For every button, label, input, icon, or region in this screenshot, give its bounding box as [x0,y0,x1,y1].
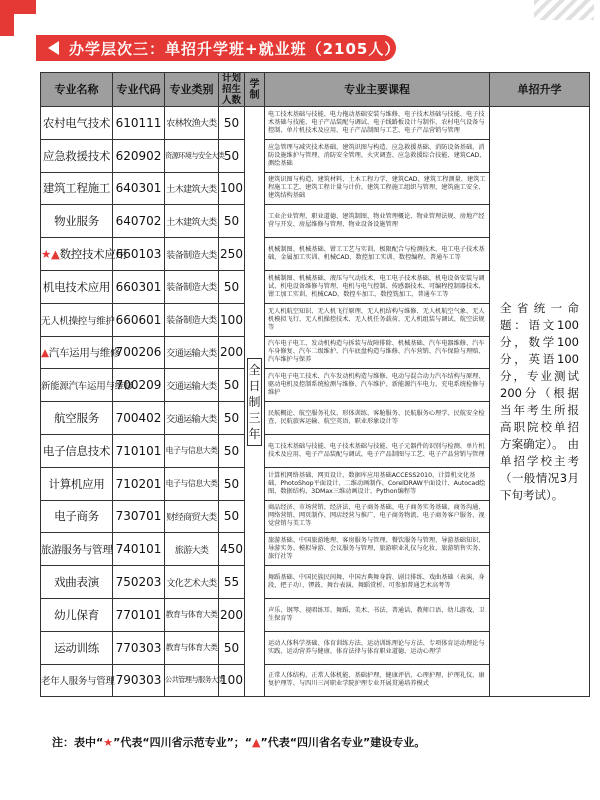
program-name-cell [41,369,134,402]
program-plan: 100 [219,172,245,205]
program-plan: 50 [219,434,245,467]
program-name-cell [41,172,113,205]
program-courses: 工业企业管理、职业道德、建筑制图、物业管理概论、物业管理法规、房地产经营与开发、房屋维修与管理、物业设备设施管理 [265,205,490,238]
program-name-cell [41,107,113,140]
program-courses: 声乐、钢琴、视唱练耳、舞蹈、美术、书法、普通话、教师口语、幼儿游戏、卫生保育等 [265,598,490,631]
program-name: 计算机应用 [48,476,105,491]
program-name-cell [41,270,113,303]
program-courses: 商品经济、市场营销、经济法、电子商务基础、电子商务实务基础、商务沟通、网络营销、网页制作、网店经营与推广、电子商务物流、电子商务客户服务、视觉营销与美工等 [265,500,490,533]
program-code: 610111 [113,107,165,140]
program-name: 电子信息技术 [42,443,111,458]
program-category: 电子与信息大类 [165,467,219,500]
program-plan: 50 [219,467,245,500]
program-name: 航空服务 [54,411,99,426]
program-category: 文化艺术大类 [165,566,219,599]
program-plan: 250 [219,238,245,271]
program-name: 旅游服务与管理 [41,543,113,556]
program-courses: 建筑识图与构造、建筑材料、土木工程力学、建筑CAD、建筑工程测量、建筑工程施工工艺、建筑工程计量与计价、建筑工程施工组织与管理、建筑施工安全、建筑结构基础 [265,172,490,205]
program-code: 730701 [113,500,165,533]
program-name-cell [41,238,127,271]
program-code: 620902 [113,139,165,172]
program-category: 土木建筑大类 [165,205,219,238]
program-code: 770303 [113,631,165,664]
program-name: 应急救援技术 [42,148,111,163]
program-name-cell [41,434,113,467]
program-code: 660301 [113,270,165,303]
table-header-row [41,73,590,107]
stripes-decoration [534,0,594,20]
program-category: 交通运输大类 [165,402,219,435]
footnote-middle: ”代表“四川省示范专业”；“ [113,736,253,749]
program-name: 农村电气技术 [42,115,111,130]
footnote [52,734,425,750]
program-category: 教育与体育大类 [165,631,219,664]
upgrade-info: 全省统一命题：语文100分，数学100分，英语100分，专业测试200分（根据当年考生所报高职院校单招方案确定）。 由单招学校主考（一般情况3月下旬考试）。 [490,107,590,697]
program-courses: 无人机航空知识、无人机飞行原理、无人机结构与维修、无人机航空气象、无人机模拟飞行、无人机操控技术、无人机任务载荷、无人机组装与调试、航空法规等 [265,303,490,336]
program-plan: 50 [219,402,245,435]
program-name-cell [41,336,121,369]
program-plan: 50 [219,500,245,533]
program-code: 700209 [113,369,165,402]
header-code: 专业代码 [113,73,165,107]
program-courses: 正常人体结构、正常人体机能、基础护理、健康评估、心理护理、护理礼仪、康复护理等、与四川三河职业学院护理专业开展贯通培养模式 [265,664,490,697]
program-name: 机电技术应用 [42,279,111,294]
header-name: 专业名称 [41,73,113,107]
program-plan: 55 [219,566,245,599]
program-name-cell [41,139,113,172]
program-plan: 450 [219,533,245,566]
program-category: 电子与信息大类 [165,434,219,467]
program-name: 数控技术应用 [59,247,127,262]
program-plan: 50 [219,139,245,172]
header-upgrade: 单招升学 [490,73,590,107]
program-category: 公共管理与服务大类 [165,664,219,697]
program-code: 710101 [113,434,165,467]
program-courses: 机械制图、机械基础、钳工工艺与实训、极限配合与检测技术、电工电子技术基础、金属加工实训、机械CAD、数控加工实训、数控编程、普通车工等 [265,238,490,271]
program-code: 750203 [113,566,165,599]
program-courses: 应急管理与减灾技术基础、建筑识图与构造、应急救援基础、消防设备基础、消防设施维护与管理、消防安全管理、火灾调查、应急救援综合技能、建筑CAD、测绘基础 [265,139,490,172]
duration-cell [245,107,265,697]
program-name-cell [41,303,113,336]
program-name-cell [41,402,113,435]
program-name-cell [41,664,113,697]
program-name: 运动训练 [54,640,99,655]
program-plan: 50 [219,107,245,140]
program-name-cell [41,500,113,533]
program-courses: 汽车电子电工技术、汽车发动机构造与维修、电动与混合动力汽车结构与原理、驱动电机及控制系统检测与维修、汽车维护、新能源汽车电力、充电系统检修与维护 [265,369,490,402]
program-category: 教育与体育大类 [165,598,219,631]
duration-label: 全 日 制 三 年 [247,358,262,446]
program-name: 幼儿保育 [54,607,99,622]
program-category: 装备制造大类 [165,238,219,271]
program-plan: 200 [219,598,245,631]
header-plan: 计划招生人数 [219,73,245,107]
program-code: 740101 [113,533,165,566]
footnote-prefix: 注：表中“ [52,736,104,749]
program-category: 财经商贸大类 [165,500,219,533]
program-name: 建筑工程施工 [42,181,111,196]
triangle-icon: ▲ [41,346,49,359]
program-code: 660601 [113,303,165,336]
program-category: 交通运输大类 [165,336,219,369]
program-name: 戏曲表演 [54,575,99,590]
program-code: 770101 [113,598,165,631]
program-name-cell [41,533,113,566]
corner-decoration-left [0,0,14,36]
arrow-left-icon [48,41,59,55]
program-courses: 机械制图、机械基础、液压与气动技术、电工电子技术基础、机电设备安装与调试、机电设备维修与管理、电机与电气控制、传感器技术、可编程控制器技术、钳工加工实训、机械CAD、数控车加工、数控铣加工、普通车工等 [265,270,490,303]
program-courses: 电工技术基础与技能、电力拖动基础安装与维修、电子技术基础与技能、电子技术基础与技能、电子产品装配与调试、电子线路板设计与制作、农村电气设备与控制、单片机技术及应用、电子产品制图与工艺、电子产品营销与管理 [265,107,490,140]
program-courses: 汽车电子电工、发动机构造与拆装与故障排除、机械基础、汽车电器维修、汽车车身修复、汽车二级维护、汽车底盘构造与维修、汽车营销、汽车保险与理赔、汽车维护与保养 [265,336,490,369]
program-category: 旅游大类 [165,533,219,566]
program-courses: 旅游基础、中国旅游地理、客房服务与管理、餐饮服务与管理、导游基础知识、导游实务、模拟导游、会议服务与管理、旅游职业礼仪与化妆、旅游销售实务、旅行社等 [265,533,490,566]
triangle-icon: ▲ [252,736,261,749]
program-name-cell [41,631,113,664]
program-name: 新能源汽车运用与维修 [41,381,134,393]
program-name-cell [41,205,113,238]
program-plan: 50 [219,631,245,664]
program-plan: 50 [219,270,245,303]
star-icon: ★ [103,736,114,749]
program-plan: 100 [219,664,245,697]
program-code: 660103 [113,238,165,271]
program-category: 资源环境与安全大类 [165,139,219,172]
program-name-cell [41,566,113,599]
program-name: 电子商务 [54,509,99,524]
program-name: 汽车运用与维修 [48,346,121,359]
program-plan: 50 [219,205,245,238]
header-duration: 学制 [245,73,265,107]
program-name-cell [41,598,113,631]
program-table [40,72,590,697]
program-courses: 计算机网络基础、网页设计、数据库应用基础ACCESS2010、计算机文化基础、PhotoShop平面设计、二维动画制作、CorelDRAW平面设计、Autocad绘图、数据结构、3DMax三维动画设计、Python编程等 [265,467,490,500]
star-icon: ★▲ [41,247,60,262]
program-courses: 民航概论、航空服务礼仪、形体训练、客舱服务、民航服务心理学、民航安全检查、民航旅客运输、航空英语、职业形象设计等 [265,402,490,435]
program-plan: 200 [219,336,245,369]
program-category: 土木建筑大类 [165,172,219,205]
program-category: 交通运输大类 [165,369,219,402]
section-title: 办学层次三：单招升学班+就业班（2105人） [69,39,401,58]
program-code: 790303 [113,664,165,697]
program-name: 无人机操控与维护 [41,315,115,327]
program-name: 老年人服务与管理 [41,676,115,688]
program-code: 710201 [113,467,165,500]
table-row [41,107,590,140]
program-plan: 50 [219,369,245,402]
program-code: 700402 [113,402,165,435]
footnote-suffix: ”代表“四川省名专业”建设专业。 [260,736,426,749]
program-category: 装备制造大类 [165,303,219,336]
program-code: 700206 [113,336,165,369]
program-category: 农林牧渔大类 [165,107,219,140]
program-plan: 100 [219,303,245,336]
section-banner [36,35,401,61]
program-courses: 舞蹈基础、中国民族民间舞、中国古典舞身韵、剧目排练、戏曲基础（表演、身段、把子功）、锣鼓、舞台表演、舞蹈赏析、可参加普通艺术高考等 [265,566,490,599]
program-name: 物业服务 [54,214,99,229]
header-category: 专业类别 [165,73,219,107]
program-category: 装备制造大类 [165,270,219,303]
header-courses: 专业主要课程 [265,73,490,107]
program-code: 640702 [113,205,165,238]
program-courses: 电工技术基础与技能、电子技术基础与技能、电子元器件的识别与检测、单片机技术及应用、电子产品装配与调试、电子产品制图与工艺、电子产品营销与管理 [265,434,490,467]
program-name-cell [41,467,113,500]
program-courses: 运动人体科学基础、体育训练方法、运动训练理论与方法、专项体育运动理论与实践、运动营养与健康、体育法律与体育职业道德、运动心理学 [265,631,490,664]
program-code: 640301 [113,172,165,205]
